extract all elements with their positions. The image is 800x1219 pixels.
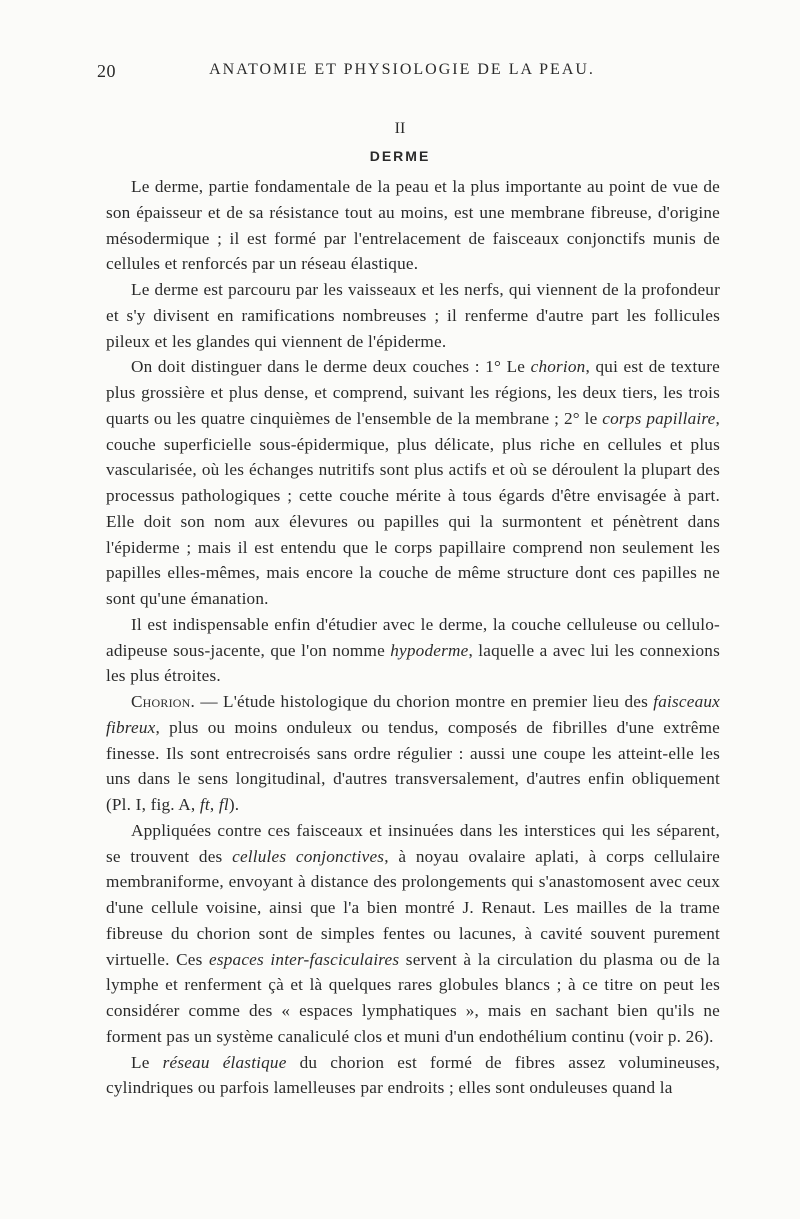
italic-term: cellules conjonctives	[232, 846, 385, 866]
paragraph	[106, 174, 720, 277]
text-run: Appliquées contre ces faisceaux et insinuées dans les interstices qui les séparent, se trouvent des	[106, 820, 720, 866]
text-run: Le derme, partie fondamentale de la peau et la plus importante au point de vue de son épaisseur et de sa résistance tout au moins, est une membrane fibreuse, d'origine mésodermique ; il est formé par l'entrelacement de faisceaux conjonctifs munis de cellules et renforcés par un réseau élastique.	[106, 177, 720, 274]
text-run: Le derme est parcouru par les vaisseaux et les nerfs, qui viennent de la profondeur et s'y divisent en ramifications nombreuses ; il renferme d'autre part les follicules pileux et les glandes qui viennent de l'épiderme.	[106, 280, 720, 351]
text-run: , à noyau ovalaire aplati, à corps cellulaire membraniforme, envoyant à distance des prolongements qui s'anastomosent avec ceux d'une cellule voisine, ainsi que l'a bien montré J. Renaut. Les mailles de la trame fibreuse du chorion sont de simples fentes ou lacunes, à cavité souvent purement virtuelle. Ces	[106, 846, 720, 969]
text-run: , qui est de texture plus grossière et plus dense, et comprend, suivant les régions, les deux tiers, les trois quarts ou les quatre cinquièmes de l'ensemble de la membrane ; 2° le	[106, 357, 720, 428]
italic-term: ft	[199, 795, 210, 814]
page-header	[97, 61, 707, 83]
text-run: du chorion est formé de fibres assez volumineuses, cylindriques ou parfois lamelleuses par endroits ; elles sont onduleuses quand la	[106, 1052, 720, 1098]
paragraph	[106, 689, 720, 818]
paragraph	[106, 818, 720, 1050]
italic-term: espaces inter-fasciculaires	[209, 949, 400, 969]
italic-term: fl	[218, 795, 229, 814]
page-number: 20	[97, 61, 116, 81]
body-text	[106, 174, 720, 1101]
paragraph	[106, 354, 720, 612]
text-run: Le	[131, 1052, 163, 1072]
section-title: DERME	[369, 148, 431, 164]
italic-term: corps papillaire	[602, 408, 716, 428]
text-run: , laquelle a avec lui les connexions les plus étroites.	[106, 640, 720, 686]
italic-term: réseau élastique	[162, 1052, 287, 1072]
text-run: servent à la circulation du plasma ou de la lymphe et renferment çà et là quelques rares globules blancs ; à ce titre on peut les considérer comme des « espaces lymphatiques », mais en sachant bien qu'ils ne forment pas un système canaliculé clos et muni d'un endothélium continu (voir p. 26).	[106, 949, 720, 1046]
text-run: — L'étude histologique du chorion montre en premier lieu des	[195, 692, 654, 711]
text-run: Il est indispensable enfin d'étudier avec le derme, la couche celluleuse ou cellulo-adipeuse sous-jacente, que l'on nomme	[106, 614, 720, 660]
paragraph	[106, 277, 720, 354]
italic-term: chorion	[530, 357, 586, 377]
text-run: On doit distinguer dans le derme deux couches : 1° Le	[131, 357, 531, 377]
text-run: , couche superficielle sous-épidermique, plus délicate, plus riche en cellules et plus vascularisée, où les échanges nutritifs sont plus actifs et où se déroulent la plupart des processus pathologiques ; cette couche mérite à tous égards d'être envisagée à part. Elle doit son nom aux élevures ou papilles qui la surmontent et pénètrent dans l'épiderme ; mais il est entendu que le corps papillaire comprend non seulement les papilles elles-mêmes, mais encore la couche de même structure dont ces papilles ne sont qu'une émanation.	[106, 408, 720, 608]
section-number: II	[394, 120, 406, 137]
text-run: ,	[209, 795, 219, 814]
text-run: , plus ou moins onduleux ou tendus, composés de fibrilles d'une extrême finesse. Ils sont entrecroisés sans ordre régulier : aussi une coupe les atteint-elle les uns dans le sens longitudinal, d'autres transversalement, d'autres enfin obliquement (Pl. I, fig. A,	[106, 717, 720, 814]
italic-term: faisceaux fibreux	[106, 692, 720, 737]
italic-term: hypoderme	[390, 640, 469, 660]
text-run: ).	[228, 795, 240, 814]
subsection-heading: Chorion.	[131, 692, 196, 711]
paragraph	[106, 612, 720, 689]
paragraph	[106, 1050, 720, 1102]
running-head: ANATOMIE ET PHYSIOLOGIE DE LA PEAU.	[209, 61, 595, 78]
